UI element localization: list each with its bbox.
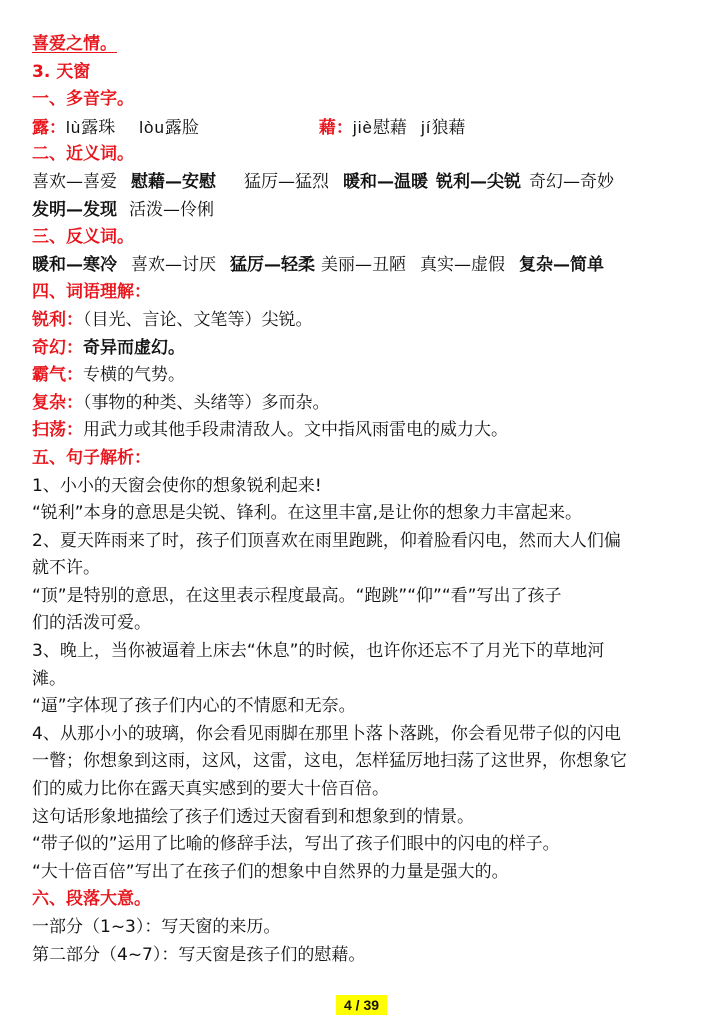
sentence-line: 这句话形象地描绘了孩子们透过天窗看到和想象到的情景。 <box>32 806 474 827</box>
polyphonic-row <box>32 114 702 142</box>
antonym-pair: 美丽—丑陋 <box>321 254 406 275</box>
sentence-line: “逼”字体现了孩子们内心的不情愿和无奈。 <box>32 696 356 717</box>
pinyin: lòu <box>139 117 165 137</box>
vocab-definition: 奇异而虚幻。 <box>83 337 185 358</box>
section-heading-vocabulary: 四、词语理解： <box>32 282 151 303</box>
sentence-line: 2、夏天阵雨来了时，孩子们顶喜欢在雨里跑跳，仰着脸看闪电，然而大人们偏 <box>32 530 621 551</box>
pinyin: jiè <box>352 117 373 137</box>
vocab-term: 扫荡： <box>32 420 83 441</box>
vocab-item <box>32 335 702 363</box>
vocab-item <box>32 307 702 335</box>
vocab-term: 奇幻： <box>32 337 83 358</box>
vocab-term: 复杂： <box>32 392 83 413</box>
synonym-pair: 猛厉—猛烈 <box>244 171 329 192</box>
synonym-pair: 慰藉—安慰 <box>131 171 216 192</box>
sentence-line: 3、晚上，当你被逼着上床去“休息”的时候，也许你还忘不了月光下的草地河 <box>32 641 605 662</box>
synonym-pair: 发明—发现 <box>32 199 117 220</box>
sentence-line: 就不许。 <box>32 558 100 579</box>
word: 慰藉 <box>372 117 407 138</box>
word: 狼藉 <box>431 117 466 138</box>
page-indicator: 4 / 39 <box>336 995 387 1015</box>
synonym-pair: 活泼—伶俐 <box>129 199 214 220</box>
paragraph-summary: 一部分（1~3）：写天窗的来历。 <box>32 917 281 937</box>
word: 露脸 <box>164 117 199 138</box>
polyphonic-char: 藉： <box>318 117 353 138</box>
section-heading-paragraphs: 六、段落大意。 <box>32 889 151 910</box>
pinyin: jí <box>420 117 432 137</box>
section-heading-sentences: 五、句子解析： <box>32 447 151 468</box>
section-heading-synonyms: 二、近义词。 <box>32 144 134 165</box>
sentence-line: “锐利”本身的意思是尖锐、锋利。在这里丰富,是让你的想象力丰富起来。 <box>32 503 583 524</box>
top-line: 喜爱之情。 <box>32 34 117 54</box>
vocab-term: 霸气： <box>32 365 83 386</box>
section-heading-antonyms: 三、反义词。 <box>32 227 134 248</box>
sentence-line: “带子似的”运用了比喻的修辞手法，写出了孩子们眼中的闪电的样子。 <box>32 834 560 855</box>
sentence-line: 1、小小的天窗会使你的想象锐利起来! <box>32 475 322 496</box>
synonym-pair: 喜欢—喜爱 <box>32 171 117 192</box>
sentence-line: “顶”是特别的意思，在这里表示程度最高。“跑跳”“仰”“看”写出了孩子 <box>32 585 562 606</box>
vocab-definition: （事物的种类、头绪等）多而杂。 <box>83 392 330 413</box>
lesson-title: 3. 天窗 <box>32 61 91 82</box>
polyphonic-char: 露： <box>32 117 66 138</box>
sentence-line: 一瞥；你想象到这雨，这风，这雷，这电，怎样猛厉地扫荡了这世界，你想象它 <box>32 751 627 772</box>
synonym-pair: 锐利—尖锐 <box>436 171 521 192</box>
antonym-pair: 复杂—简单 <box>519 254 604 275</box>
sentence-line: “大十倍百倍”写出了在孩子们的想象中自然界的力量是强大的。 <box>32 861 509 882</box>
sentence-line: 们的威力比你在露天真实感到的要大十倍百倍。 <box>32 779 389 800</box>
paragraph-summary: 第二部分（4~7）：写天窗是孩子们的慰藉。 <box>32 944 366 965</box>
antonym-pair: 真实—虚假 <box>420 254 505 275</box>
antonym-row <box>32 252 702 280</box>
antonym-pair: 喜欢—讨厌 <box>131 254 216 275</box>
vocab-term: 锐利： <box>32 309 83 330</box>
word: 露珠 <box>81 117 116 138</box>
section-heading-polyphonic: 一、多音字。 <box>32 89 134 110</box>
sentence-line: 4、从那小小的玻璃，你会看见雨脚在那里卜落卜落跳，你会看见带子似的闪电 <box>32 723 621 744</box>
antonym-pair: 猛厉—轻柔 <box>230 254 315 275</box>
vocab-item <box>32 417 702 445</box>
sentence-line: 们的活泼可爱。 <box>32 613 151 634</box>
vocab-definition: （目光、言论、文笔等）尖锐。 <box>83 309 313 330</box>
vocab-item <box>32 362 702 390</box>
vocab-definition: 专横的气势。 <box>83 365 185 386</box>
synonym-row <box>32 197 702 225</box>
vocab-definition: 用武力或其他手段肃清敌人。文中指风雨雷电的威力大。 <box>83 420 508 441</box>
pinyin: lù <box>66 117 82 137</box>
document-page <box>32 31 702 969</box>
synonym-pair: 暖和—温暖 <box>343 171 428 192</box>
synonym-row <box>32 169 702 197</box>
synonym-pair: 奇幻—奇妙 <box>529 171 614 192</box>
vocab-item <box>32 390 702 418</box>
antonym-pair: 暖和—寒冷 <box>32 254 117 275</box>
sentence-line: 滩。 <box>32 668 66 689</box>
